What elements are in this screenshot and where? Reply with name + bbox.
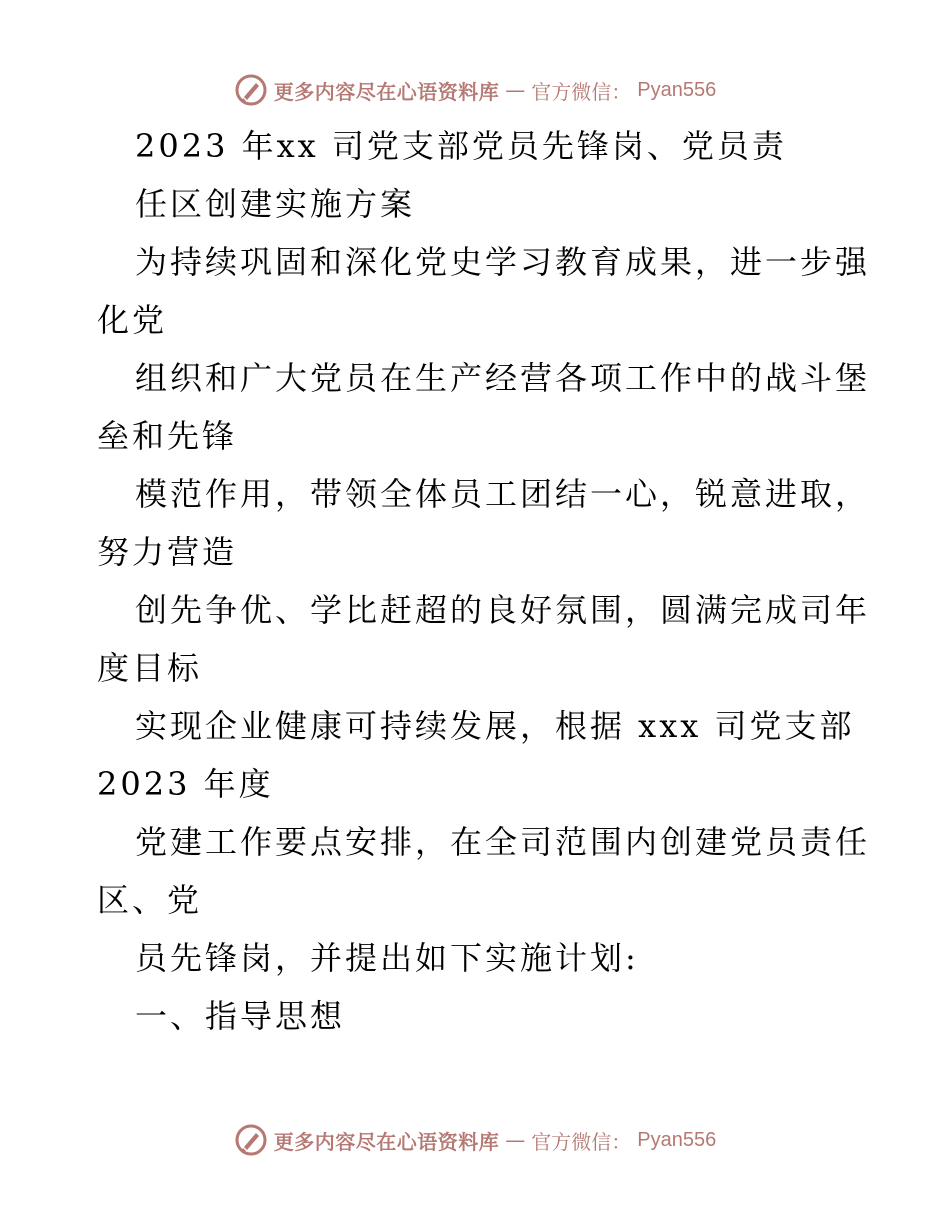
doc-paragraph-line: 员先锋岗，并提出如下实施计划: [135, 939, 639, 977]
doc-title-line-1: 2023 年xx 司党支部党员先锋岗、党员责 [135, 127, 787, 165]
doc-paragraph-line: 度目标 [97, 649, 203, 687]
doc-paragraph-line: 实现企业健康可持续发展，根据 xxx 司党支部 [135, 707, 855, 745]
watermark-wechat-id: Pyan556 [637, 78, 717, 101]
doc-paragraph-line: 化党 [97, 301, 168, 339]
watermark-wechat-id: Pyan556 [637, 1128, 717, 1151]
doc-paragraph-line: 模范作用，带领全体员工团结一心，锐意进取， [135, 475, 871, 513]
doc-section-heading: 一、指导思想 [135, 997, 346, 1035]
header-watermark [0, 70, 950, 110]
watermark-separator: — [505, 78, 526, 102]
watermark-separator: — [505, 1128, 526, 1152]
doc-paragraph-line: 党建工作要点安排，在全司范围内创建党员责任 [135, 823, 871, 861]
doc-paragraph-line: 创先争优、学比赶超的良好氛围，圆满完成司年 [135, 591, 871, 629]
watermark-text: 更多内容尽在心语资料库 [273, 79, 500, 104]
watermark-wechat-label: 官方微信： [531, 79, 632, 104]
doc-title-line-2: 任区创建实施方案 [135, 185, 416, 223]
watermark-text: 更多内容尽在心语资料库 [273, 1129, 500, 1154]
doc-paragraph-line: 努力营造 [97, 533, 238, 571]
doc-paragraph-line: 2023 年度 [97, 765, 274, 803]
footer-watermark [0, 1120, 950, 1160]
pen-seal-logo-icon [234, 73, 268, 107]
doc-paragraph-line: 区、党 [97, 881, 203, 919]
watermark-wechat-label: 官方微信： [531, 1129, 632, 1154]
pen-seal-logo-icon [234, 1123, 268, 1157]
doc-paragraph-line: 垒和先锋 [97, 417, 238, 455]
doc-paragraph-line: 为持续巩固和深化党史学习教育成果，进一步强 [135, 243, 871, 281]
doc-paragraph-line: 组织和广大党员在生产经营各项工作中的战斗堡 [135, 359, 871, 397]
